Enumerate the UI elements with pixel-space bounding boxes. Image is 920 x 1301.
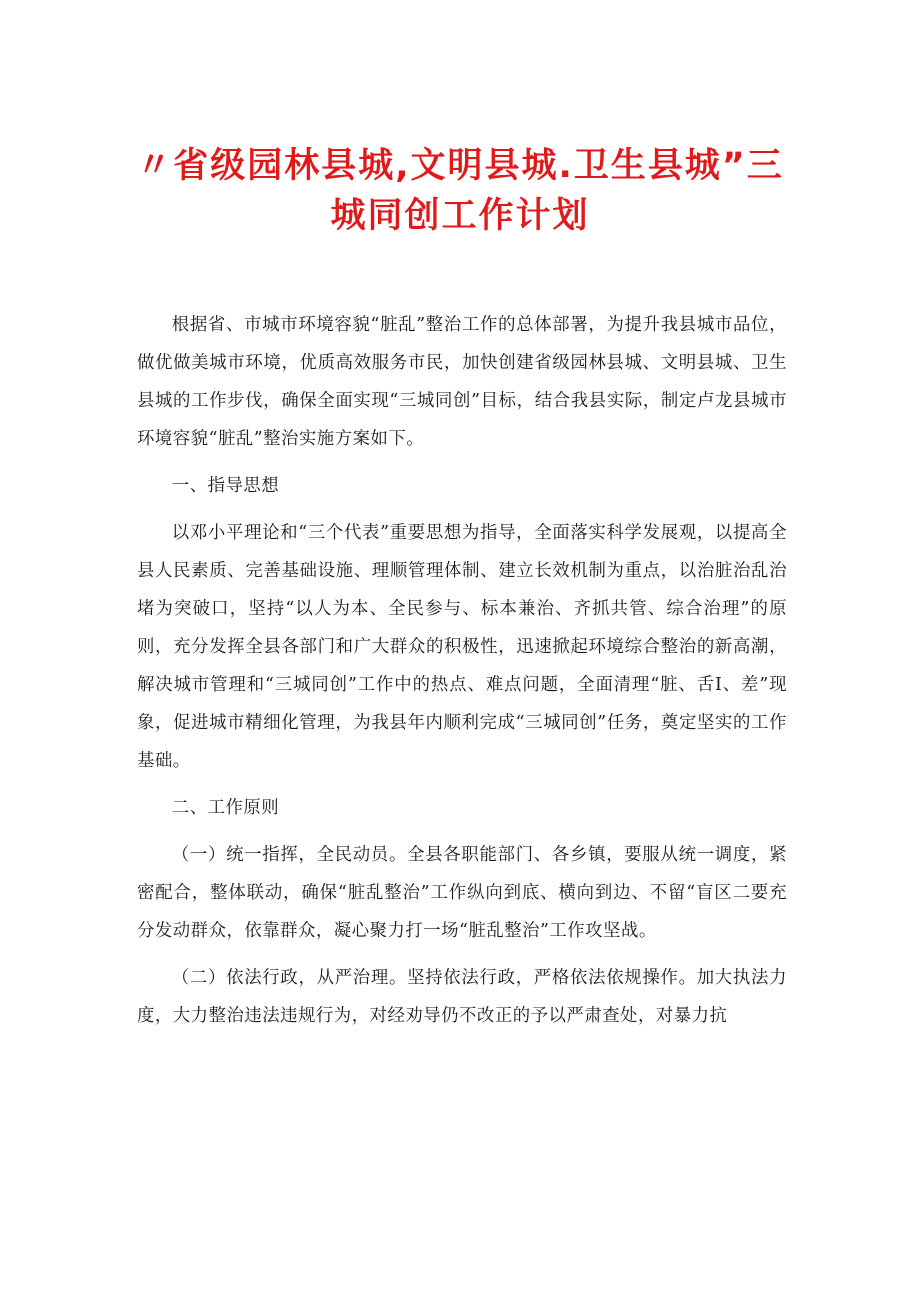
document-body	[137, 306, 787, 1044]
section-heading-guiding-ideology: 一、指导思想	[171, 476, 280, 496]
principle-2-paragraph: （二）依法行政，从严治理。坚持依法行政，严格依法依规操作。加大执法力度，大力整治违法违规行为，对经劝导仍不改正的予以严肃查处，对暴力抗	[137, 968, 787, 1026]
principle-1-paragraph: （一）统一指挥，全民动员。全县各职能部门、各乡镇，要服从统一调度，紧密配合，整体联动，确保“脏乱整治”工作纵向到底、横向到边、不留“盲区二要充分发动群众，依靠群众，凝心聚力打一场“脏乱整治”工作攻坚战。	[137, 845, 787, 941]
document-title-line-1: 〃省级园林县城,文明县城.卫生县城”三	[136, 146, 784, 186]
section-heading-work-principles: 二、工作原则	[171, 798, 280, 818]
guiding-ideology-paragraph: 以邓小平理论和“三个代表”重要思想为指导，全面落实科学发展观，以提高全县人民素质、完善基础设施、理顺管理体制、建立长效机制为重点，以治脏治乱治堵为突破口，坚持“以人为本、全民参与、标本兼治、齐抓共管、综合治理”的原则，充分发挥全县各部门和广大群众的积极性，迅速掀起环境综合整治的新高潮，解决城市管理和“三城同创”工作中的热点、难点问题，全面清理“脏、舌I、差”现象，促进城市精细化管理，为我县年内顺利完成“三城同创”任务，奠定坚实的工作基础。	[137, 523, 787, 771]
intro-paragraph: 根据省、市城市环境容貌“脏乱”整治工作的总体部署，为提升我县城市品位，做优做美城市环境，优质高效服务市民，加快创建省级园林县城、文明县城、卫生县城的工作步伐，确保全面实现“三城同创”目标，结合我县实际，制定卢龙县城市环境容貌“脏乱”整治实施方案如下。	[137, 315, 787, 449]
document-title-line-2: 城同创工作计划	[330, 196, 590, 236]
